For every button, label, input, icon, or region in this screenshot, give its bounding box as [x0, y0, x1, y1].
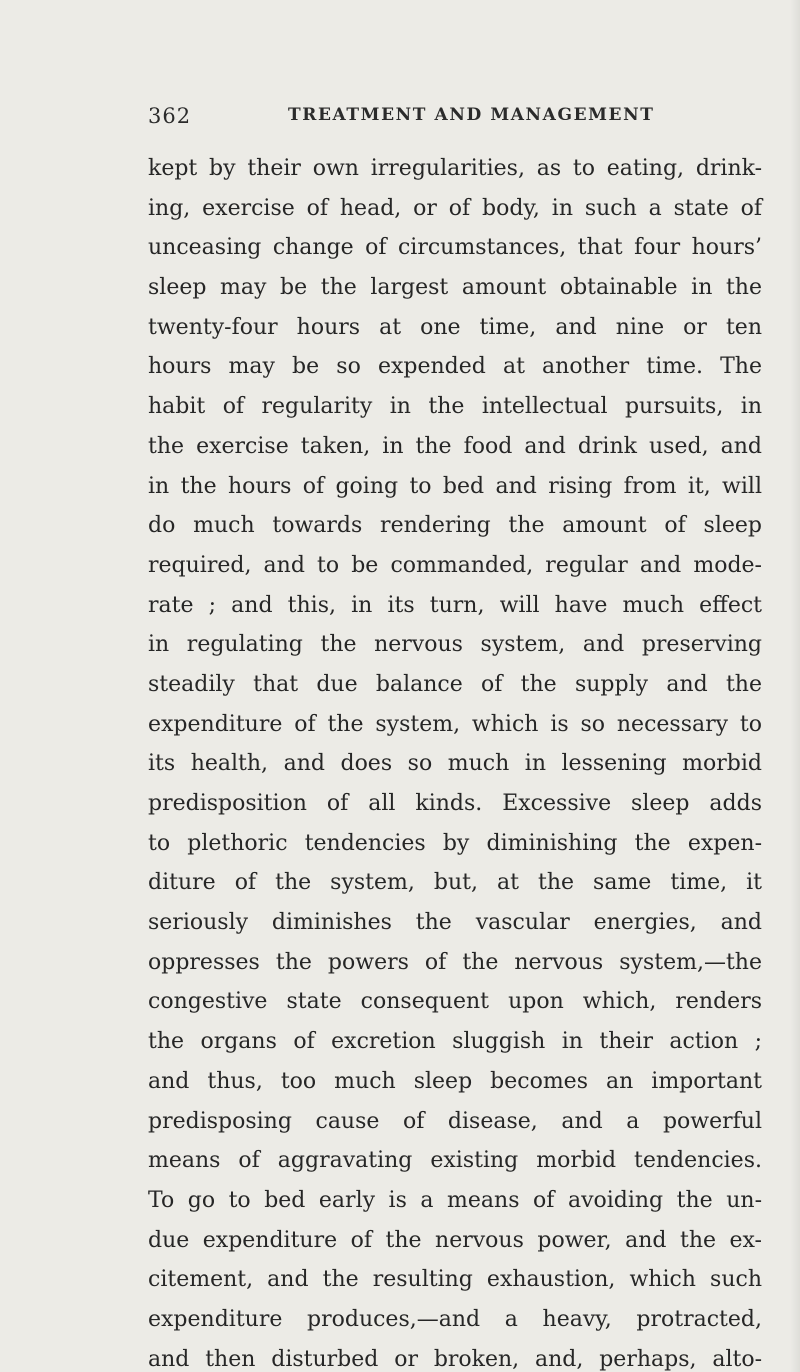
text-line: unceasing change of circumstances, that four hours’	[148, 235, 762, 261]
text-line: predisposition of all kinds. Excessive sleep adds	[148, 791, 762, 816]
text-line: in regulating the nervous system, and preserving	[148, 632, 762, 658]
text-line: in the hours of going to bed and rising from it, will	[148, 473, 762, 499]
text-line: oppresses the powers of the nervous system,—the	[148, 949, 762, 975]
text-line: do much towards rendering the amount of sleep	[148, 513, 762, 539]
text-line: rate ; and this, in its turn, will have much effect	[148, 592, 762, 618]
body-text	[148, 149, 762, 1372]
text-line: ing, exercise of head, or of body, in such a state of	[148, 195, 762, 221]
text-line: to plethoric tendencies by diminishing the expen-	[148, 830, 762, 856]
running-head: TREATMENT AND MANAGEMENT	[288, 105, 655, 125]
text-line: kept by their own irregularities, as to eating, drink-	[148, 156, 762, 181]
text-line: hours may be so expended at another time. The	[148, 354, 762, 380]
text-line: required, and to be commanded, regular and mode-	[148, 552, 762, 578]
text-line: the organs of excretion sluggish in their action ;	[148, 1029, 762, 1055]
text-line: predisposing cause of disease, and a powerful	[148, 1108, 762, 1134]
text-line: and then disturbed or broken, and, perhaps, alto-	[148, 1346, 762, 1372]
text-line: habit of regularity in the intellectual pursuits, in	[148, 394, 762, 420]
text-line: and thus, too much sleep becomes an important	[148, 1068, 762, 1094]
text-line: steadily that due balance of the supply and the	[148, 671, 762, 697]
text-line: twenty-four hours at one time, and nine or ten	[148, 314, 762, 340]
page-number: 362	[148, 104, 192, 128]
text-line: the exercise taken, in the food and drink used, and	[148, 433, 762, 459]
text-line: expenditure produces,—and a heavy, protracted,	[148, 1306, 762, 1332]
text-line: diture of the system, but, at the same time, it	[148, 870, 762, 896]
text-line: expenditure of the system, which is so necessary to	[148, 711, 762, 737]
text-line: citement, and the resulting exhaustion, which such	[148, 1267, 762, 1293]
text-line: To go to bed early is a means of avoiding the un-	[148, 1187, 762, 1213]
page-edge-shadow	[790, 0, 800, 1372]
text-line: its health, and does so much in lessening morbid	[148, 751, 762, 777]
text-line: due expenditure of the nervous power, and the ex-	[148, 1227, 762, 1253]
text-line: seriously diminishes the vascular energies, and	[148, 910, 762, 936]
page-header	[148, 104, 760, 138]
text-line: sleep may be the largest amount obtainable in the	[148, 275, 762, 301]
text-line: means of aggravating existing morbid tendencies.	[148, 1148, 762, 1174]
text-line: congestive state consequent upon which, renders	[148, 989, 762, 1015]
